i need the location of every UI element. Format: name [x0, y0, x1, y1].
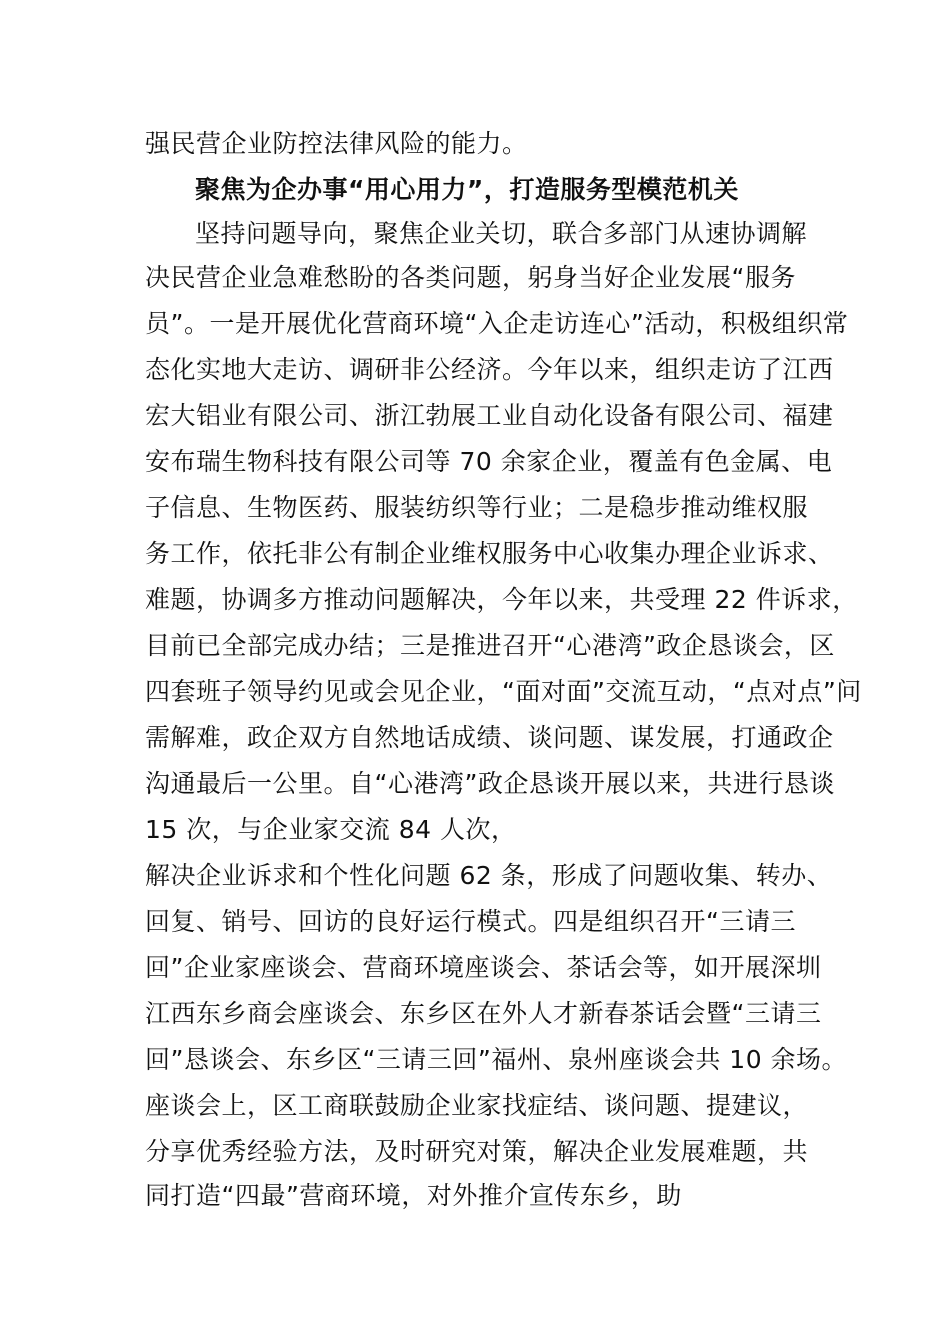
paragraph-line: 态化实地大走访、调研非公经济。今年以来，组织走访了江西 [145, 355, 834, 384]
paragraph-line: 务工作，依托非公有制企业维权服务中心收集办理企业诉求、 [145, 539, 834, 568]
paragraph-line: 决民营企业急难愁盼的各类问题，躬身当好企业发展“服务 [145, 263, 796, 292]
paragraph-line: 回复、销号、回访的良好运行模式。四是组织召开“三请三 [145, 907, 796, 936]
paragraph-line: 坚持问题导向，聚焦企业关切，联合多部门从速协调解 [195, 219, 808, 248]
paragraph-line: 员”。一是开展优化营商环境“入企走访连心”活动，积极组织常 [145, 309, 849, 338]
paragraph-line: 子信息、生物医药、服装纺织等行业；二是稳步推动维权服 [145, 493, 809, 522]
paragraph-line: 沟通最后一公里。自“心港湾”政企恳谈开展以来，共进行恳谈 [145, 769, 835, 798]
paragraph-line: 目前已全部完成办结；三是推进召开“心港湾”政企恳谈会，区 [145, 631, 835, 660]
paragraph-line: 回”恳谈会、东乡区“三请三回”福州、泉州座谈会共 10 余场。 [145, 1045, 848, 1074]
paragraph-line: 宏大铝业有限公司、浙江勃展工业自动化设备有限公司、福建 [145, 401, 834, 430]
paragraph-line: 安布瑞生物科技有限公司等 70 余家企业，覆盖有色金属、电 [145, 447, 833, 476]
paragraph-line: 难题，协调多方推动问题解决，今年以来，共受理 22 件诉求， [145, 585, 858, 614]
paragraph-line: 15 次，与企业家交流 84 人次， [145, 815, 517, 844]
paragraph-line: 解决企业诉求和个性化问题 62 条，形成了问题收集、转办、 [145, 861, 833, 890]
paragraph-line: 强民营企业防控法律风险的能力。 [145, 129, 528, 158]
section-heading: 聚焦为企办事“用心用力”，打造服务型模范机关 [195, 175, 739, 204]
paragraph-line: 座谈会上，区工商联鼓励企业家找症结、谈问题、提建议， [145, 1091, 809, 1120]
paragraph-line: 江西东乡商会座谈会、东乡区在外人才新春茶话会暨“三请三 [145, 999, 822, 1028]
paragraph-line: 四套班子领导约见或会见企业，“面对面”交流互动，“点对点”问 [145, 677, 862, 706]
paragraph-line: 分享优秀经验方法，及时研究对策，解决企业发展难题，共 [145, 1137, 809, 1166]
paragraph-line: 回”企业家座谈会、营商环境座谈会、茶话会等，如开展深圳 [145, 953, 822, 982]
paragraph-line: 同打造“四最”营商环境，对外推介宣传东乡，助 [145, 1181, 682, 1210]
paragraph-line: 需解难，政企双方自然地话成绩、谈问题、谋发展，打通政企 [145, 723, 834, 752]
